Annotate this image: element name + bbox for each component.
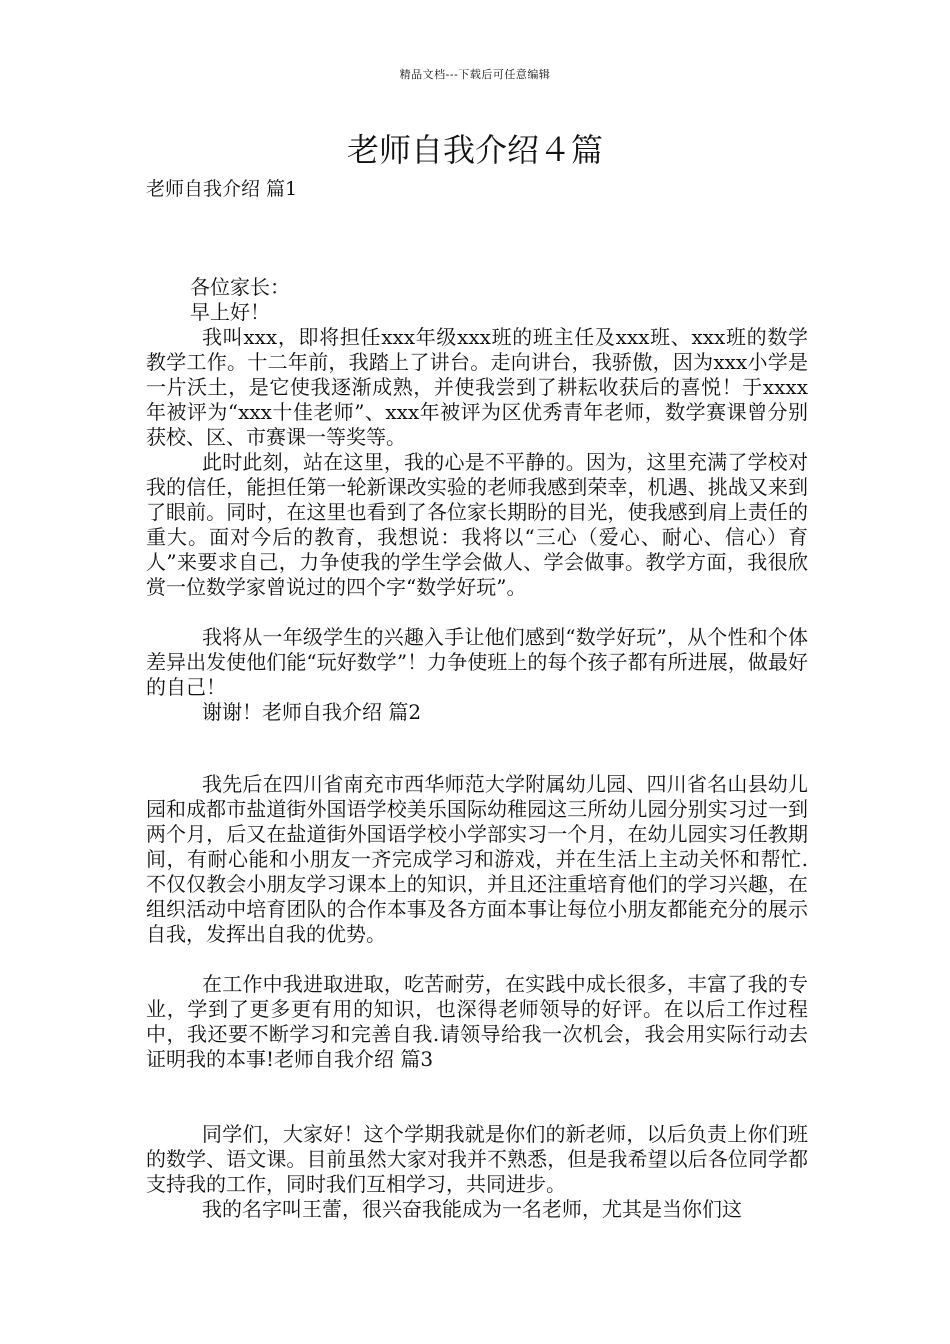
- header-note: 精品文档---下载后可任意编辑: [399, 68, 551, 81]
- document-title: 老师自我介绍４篇: [346, 131, 603, 169]
- section-1-paragraph-2: 此时此刻，站在这里，我的心是不平静的。因为，这里充满了学校对我的信任，能担任第一轮新课改实验的老师我感到荣幸，机遇、挑战又来到了眼前。同时，在这里也看到了各位家长期盼的目光，使我感到肩上责任的重大。面对今后的教育，我想说：我将以“三心（爱心、耐心、信心）育人”来要求自己，力争使我的学生学会做人、学会做事。教学方面，我很欣赏一位数学家曾说过的四个字“数学好玩”。: [146, 450, 808, 599]
- section-2-paragraph-2-text: 在工作中我进取进取，吃苦耐劳，在实践中成长很多，丰富了我的专业，学到了更多更有用的知识，也深得老师领导的好评。在以后工作过程中，我还要不断学习和完善自我.请领导给我一次机会，我会用实际行动去证明我的本事!: [146, 972, 808, 1071]
- section-3-heading: 老师自我介绍 篇3: [274, 1047, 434, 1071]
- section-2-paragraph-1: 我先后在四川省南充市西华师范大学附属幼儿园、四川省名山县幼儿园和成都市盐道街外国语学校美乐国际幼稚园这三所幼儿园分别实习过一到两个月，后又在盐道街外国语学校小学部实习一个月，在幼儿园实习任教期间，有耐心能和小朋友一齐完成学习和游戏，并在生活上主动关怀和帮忙.不仅仅教会小朋友学习课本上的知识，并且还注重培育他们的学习兴趣，在组织活动中培育团队的合作本事及各方面本事让每位小朋友都能充分的展示自我，发挥出自我的优势。: [146, 772, 808, 946]
- greeting: 早上好！: [190, 300, 270, 324]
- section-1-closing-line: [146, 700, 808, 725]
- section-1-heading: 老师自我介绍 篇1: [146, 178, 298, 200]
- closing-text: 谢谢！: [202, 700, 262, 724]
- section-3-paragraph-1: 同学们，大家好！这个学期我就是你们的新老师，以后负责上你们班的数学、语文课。目前虽然大家对我并不熟悉，但是我希望以后各位同学都支持我的工作，同时我们互相学习，共同进步。: [146, 1122, 808, 1196]
- salutation: 各位家长：: [190, 275, 290, 299]
- section-2-heading: 老师自我介绍 篇2: [262, 700, 422, 724]
- section-1-paragraph-3: 我将从一年级学生的兴趣入手让他们感到“数学好玩”，从个性和个体差异出发使他们能“玩好数学”！力争使班上的每个孩子都有所进展，做最好的自己！: [146, 625, 808, 699]
- section-1-paragraph-1: 我叫xxx，即将担任xxx年级xxx班的班主任及xxx班、xxx班的数学教学工作。十二年前，我踏上了讲台。走向讲台，我骄傲，因为xxx小学是一片沃土，是它使我逐渐成熟，并使我尝到了耕耘收获后的喜悦！于xxxx年被评为“xxx十佳老师”、xxx年被评为区优秀青年老师，数学赛课曾分别获校、区、市赛课一等奖等。: [146, 325, 808, 449]
- section-3-paragraph-2: 我的名字叫王蕾，很兴奋我能成为一名老师，尤其是当你们这: [202, 1197, 742, 1221]
- section-2-paragraph-2: [146, 972, 808, 1072]
